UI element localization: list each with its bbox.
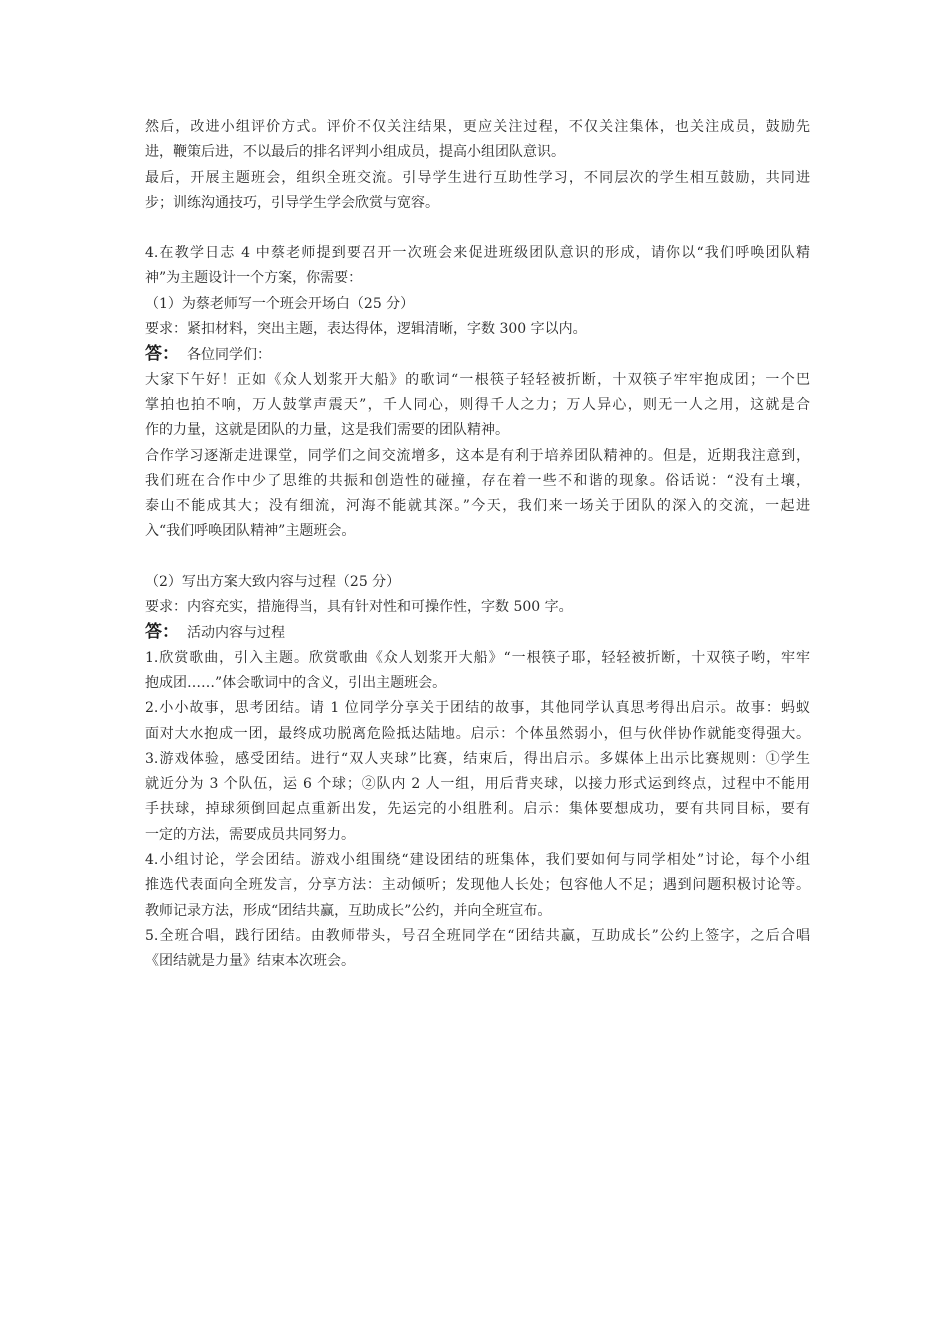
answer-text-line: 《团结就是力量》结束本次班会。 <box>145 953 355 970</box>
answer-label: 答： <box>145 622 179 643</box>
question-text-line: 神”为主题设计一个方案，你需要： <box>145 270 363 287</box>
answer-text-line: 手扶球，掉球须倒回起点重新出发，先运完的小组胜利。启示：集体要想成功，要有共同目标，要有 <box>145 801 810 818</box>
answer-text-line: 泰山不能成其大；没有细流，河海不能就其深。”今天，我们来一场关于团队的深入的交流，一起进 <box>145 498 810 515</box>
paragraph-gap <box>145 545 810 570</box>
answer-heading-text: 活动内容与过程 <box>187 625 285 642</box>
answer-text-line: 大家下午好！正如《众人划浆开大船》的歌词“一根筷子轻轻被折断，十双筷子牢牢抱成团；一个巴 <box>145 371 810 388</box>
part-1-title: （1）为蔡老师写一个班会开场白（25 分） <box>145 295 415 312</box>
text-line: 步；训练沟通技巧，引导学生学会欣赏与宽容。 <box>145 194 439 211</box>
answer-text-line: 4.小组讨论，学会团结。游戏小组围绕“建设团结的班集体，我们要如何与同学相处”讨论，每个小组 <box>145 852 810 869</box>
answer-text-line: 一定的方法，需要成员共同努力。 <box>145 826 355 843</box>
part-1-answer-heading <box>145 342 810 367</box>
answer-text-line: 我们班在合作中少了思维的共振和创造性的碰撞，存在着一些不和谐的现象。俗话说：“没有土壤， <box>145 472 810 489</box>
answer-text-line: 就近分为 3 个队伍，运 6 个球；②队内 2 人一组，用后背夹球，以接力形式运到终点，过程中不能用 <box>145 776 810 793</box>
document-page <box>145 115 810 975</box>
answer-text-line: 合作学习逐渐走进课堂，同学们之间交流增多，这本是有利于培养团队精神的。但是，近期我注意到， <box>145 447 810 464</box>
answer-text-line: 作的力量，这就是团队的力量，这是我们需要的团队精神。 <box>145 422 509 439</box>
part-2-section <box>145 570 810 975</box>
answer-text-line: 入“我们呼唤团队精神”主题班会。 <box>145 523 356 540</box>
answer-label: 答： <box>145 344 179 365</box>
answer-text-line: 掌拍也拍不响，万人鼓掌声震天”，千人同心，则得千人之力；万人异心，则无一人之用，这就是合 <box>145 396 810 413</box>
answer-text-line: 教师记录方法，形成“团结共赢，互助成长”公约，并向全班宣布。 <box>145 902 552 919</box>
question-4 <box>145 241 810 292</box>
text-line: 最后，开展主题班会，组织全班交流。引导学生进行互助性学习，不同层次的学生相互鼓励，共同进 <box>145 169 810 186</box>
answer-text-line: 2.小小故事，思考团结。请 1 位同学分享关于团结的故事，其他同学认真思考得出启示。故事：蚂蚁 <box>145 700 810 717</box>
answer-greeting: 各位同学们： <box>187 347 271 364</box>
part-2-title: （2）写出方案大致内容与过程（25 分） <box>145 573 401 590</box>
answer-text-line: 1.欣赏歌曲，引入主题。欣赏歌曲《众人划浆开大船》“一根筷子耶，轻轻被折断，十双筷子哟，牢牢 <box>145 649 810 666</box>
answer-text-line: 抱成团……”体会歌词中的含义，引出主题班会。 <box>145 674 447 691</box>
answer-text-line: 面对大水抱成一团，最终成功脱离危险抵达陆地。启示：个体虽然弱小，但与伙伴协作就能变得强大。 <box>145 725 810 742</box>
part-2-answer-heading <box>145 620 810 645</box>
answer-text-line: 推选代表面向全班发言，分享方法：主动倾听；发现他人长处；包容他人不足；遇到问题积极讨论等。 <box>145 877 810 894</box>
part-1-section <box>145 292 810 545</box>
part-2-requirement: 要求：内容充实，措施得当，具有针对性和可操作性，字数 500 字。 <box>145 599 573 616</box>
text-line: 然后，改进小组评价方式。评价不仅关注结果，更应关注过程，不仅关注集体，也关注成员，鼓励先 <box>145 119 810 135</box>
paragraph-gap <box>145 216 810 241</box>
text-line: 进，鞭策后进，不以最后的排名评判小组成员，提高小组团队意识。 <box>145 144 565 161</box>
answer-text-line: 3.游戏体验，感受团结。进行“双人夹球”比赛，结束后，得出启示。多媒体上出示比赛规则：①学生 <box>145 750 810 767</box>
answer-text-line: 5.全班合唱，践行团结。由教师带头，号召全班同学在“团结共赢，互助成长”公约上签字，之后合唱 <box>145 927 810 944</box>
question-text-line: 4.在教学日志 4 中蔡老师提到要召开一次班会来促进班级团队意识的形成，请你以“我们呼唤团队精 <box>145 245 810 262</box>
intro-section <box>145 115 810 216</box>
part-1-requirement: 要求：紧扣材料，突出主题，表达得体，逻辑清晰，字数 300 字以内。 <box>145 321 587 338</box>
